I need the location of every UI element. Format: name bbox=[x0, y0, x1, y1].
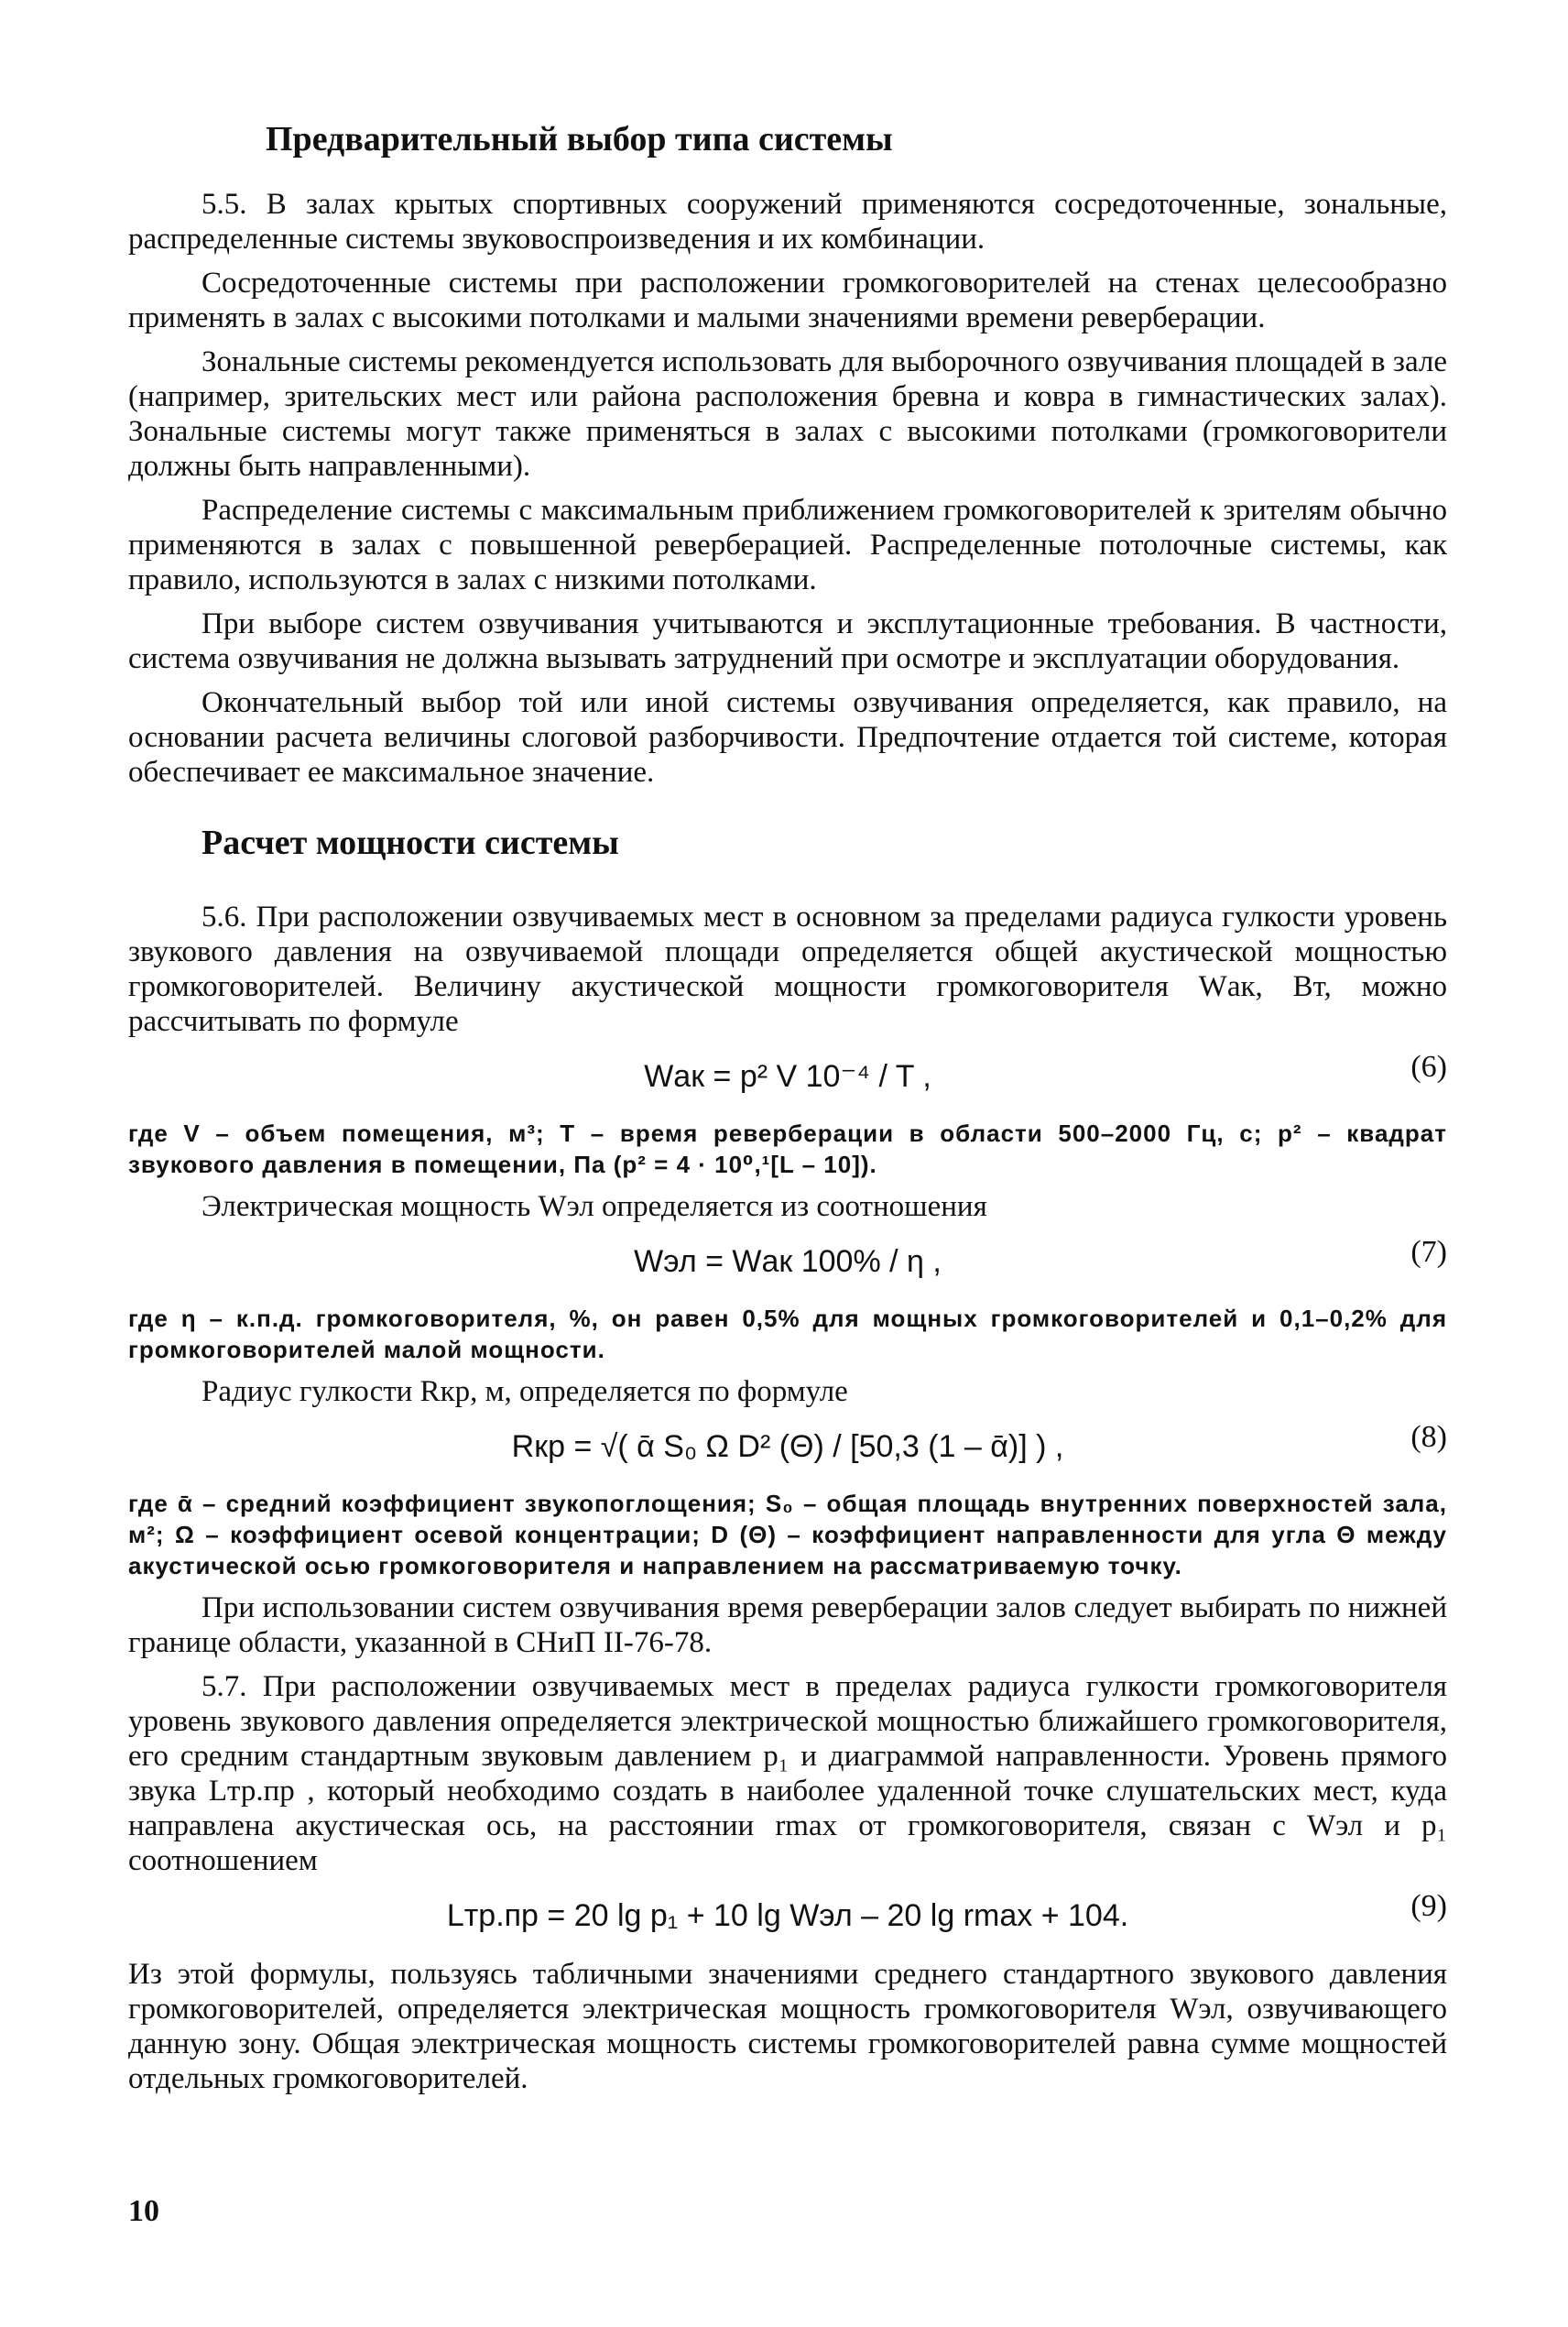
page-content bbox=[128, 119, 1447, 2105]
paragraph-reverb-time: При использовании систем озвучивания время реверберации залов следует выбирать по нижней границе области, указанной в СНиП II-76-78. bbox=[128, 1591, 1447, 1659]
section-heading-system-type: Предварительный выбор типа системы bbox=[266, 120, 893, 158]
formula-9 bbox=[128, 1887, 1447, 1944]
paragraph-concentrated-systems: Сосредоточенные системы при расположении громкоговорителей на стенах целесообразно применять в залах с высокими потолками и малыми значениями времени реверберации. bbox=[128, 267, 1447, 334]
paragraph-5-5: 5.5. В залах крытых спортивных сооружений применяются сосредоточенные, зональные, распределенные системы звуковоспроизведения и их комбинации. bbox=[128, 188, 1447, 256]
formula-6-legend: где V – объем помещения, м³; T – время реверберации в области 500–2000 Гц, с; p² – квадрат звукового давления в помещении, Па (p² = 4 · 10⁰,¹[L – 10]). bbox=[128, 1120, 1447, 1178]
formula-8 bbox=[128, 1418, 1447, 1475]
formula-9-number: (9) bbox=[1410, 1889, 1447, 1923]
formula-7-expression: Wэл = Wак 100% / η , bbox=[634, 1244, 942, 1279]
paragraph-conclusion: Из этой формулы, пользуясь табличными значениями среднего стандартного звукового давления громкоговорителей, определяется электрическая мощность громкоговорителя Wэл, озвучивающего данную зону. Общая электрическая мощность системы громкоговорителей равна сумме мощностей отдельных громкоговорителей. bbox=[128, 1958, 1447, 2095]
formula-9-expression: Lтр.пр = 20 lg p₁ + 10 lg Wэл – 20 lg rmax + 104. bbox=[446, 1898, 1129, 1933]
formula-7-number: (7) bbox=[1410, 1235, 1447, 1269]
page-number: 10 bbox=[128, 2194, 159, 2228]
paragraph-electric-power: Электрическая мощность Wэл определяется из соотношения bbox=[201, 1190, 987, 1223]
section-heading-power-calc: Расчет мощности системы bbox=[201, 824, 619, 862]
formula-8-number: (8) bbox=[1410, 1420, 1447, 1454]
paragraph-final-choice: Окончательный выбор той или иной системы озвучивания определяется, как правило, на основании расчета величины слоговой разборчивости. Предпочтение отдается той системе, которая обеспечивает ее максимальное значение. bbox=[128, 686, 1447, 789]
formula-7-legend: где η – к.п.д. громкоговорителя, %, он равен 0,5% для мощных громкоговорителей и 0,1–0,2% для громкоговорителей малой мощности. bbox=[128, 1305, 1447, 1363]
paragraph-distributed-systems: Распределение системы с максимальным приближением громкоговорителей к зрителям обычно применяются в залах с повышенной реверберацией. Распределенные потолочные системы, как правило, используются в залах с низкими потолками. bbox=[128, 494, 1447, 596]
formula-6-expression: Wак = p² V 10⁻⁴ / T , bbox=[644, 1059, 931, 1094]
formula-7 bbox=[128, 1233, 1447, 1290]
formula-6 bbox=[128, 1048, 1447, 1105]
paragraph-5-7: 5.7. При расположении озвучиваемых мест в пределах радиуса гулкости громкоговорителя уровень звукового давления определяется электрической мощностью ближайшего громкоговорителя, его средним стандартным звуковым давлением p₁ и диаграммой направленности. Уровень прямого звука Lтр.пр , который необходимо создать в наиболее удаленной точке слушательских мест, куда направлена акустическая ось, на расстоянии rmax от громкоговорителя, связан с Wэл и p₁ соотношением bbox=[128, 1670, 1447, 1877]
paragraph-zonal-systems: Зональные системы рекомендуется использовать для выборочного озвучивания площадей в зале (например, зрительских мест или района расположения бревна и ковра в гимнастических залах). Зональные системы могут также применяться в залах с высокими потолками (громкоговорители должны быть направленными). bbox=[128, 345, 1447, 483]
formula-6-number: (6) bbox=[1410, 1050, 1447, 1084]
paragraph-5-6: 5.6. При расположении озвучиваемых мест в основном за пределами радиуса гулкости уровень звукового давления на озвучиваемой площади определяется общей акустической мощностью громкоговорителей. Величину акустической мощности громкоговорителя Wак, Вт, можно рассчитывать по формуле bbox=[128, 901, 1447, 1038]
formula-8-legend: где ᾱ – средний коэффициент звукопоглощения; S₀ – общая площадь внутренних поверхностей зала, м²; Ω – коэффициент осевой концентрации; D (Θ) – коэффициент направленности для угла Θ между акустической осью громкоговорителя и направлением на рассматриваемую точку. bbox=[128, 1490, 1447, 1579]
paragraph-reverb-radius: Радиус гулкости Rкр, м, определяется по формуле bbox=[201, 1375, 848, 1408]
formula-8-expression: Rкр = √( ᾱ S₀ Ω D² (Θ) / [50,3 (1 – ᾱ)] ) , bbox=[511, 1429, 1064, 1464]
paragraph-operational-requirements: При выборе систем озвучивания учитываются и эксплутационные требования. В частности, система озвучивания не должна вызывать затруднений при осмотре и эксплуатации оборудования. bbox=[128, 607, 1447, 675]
